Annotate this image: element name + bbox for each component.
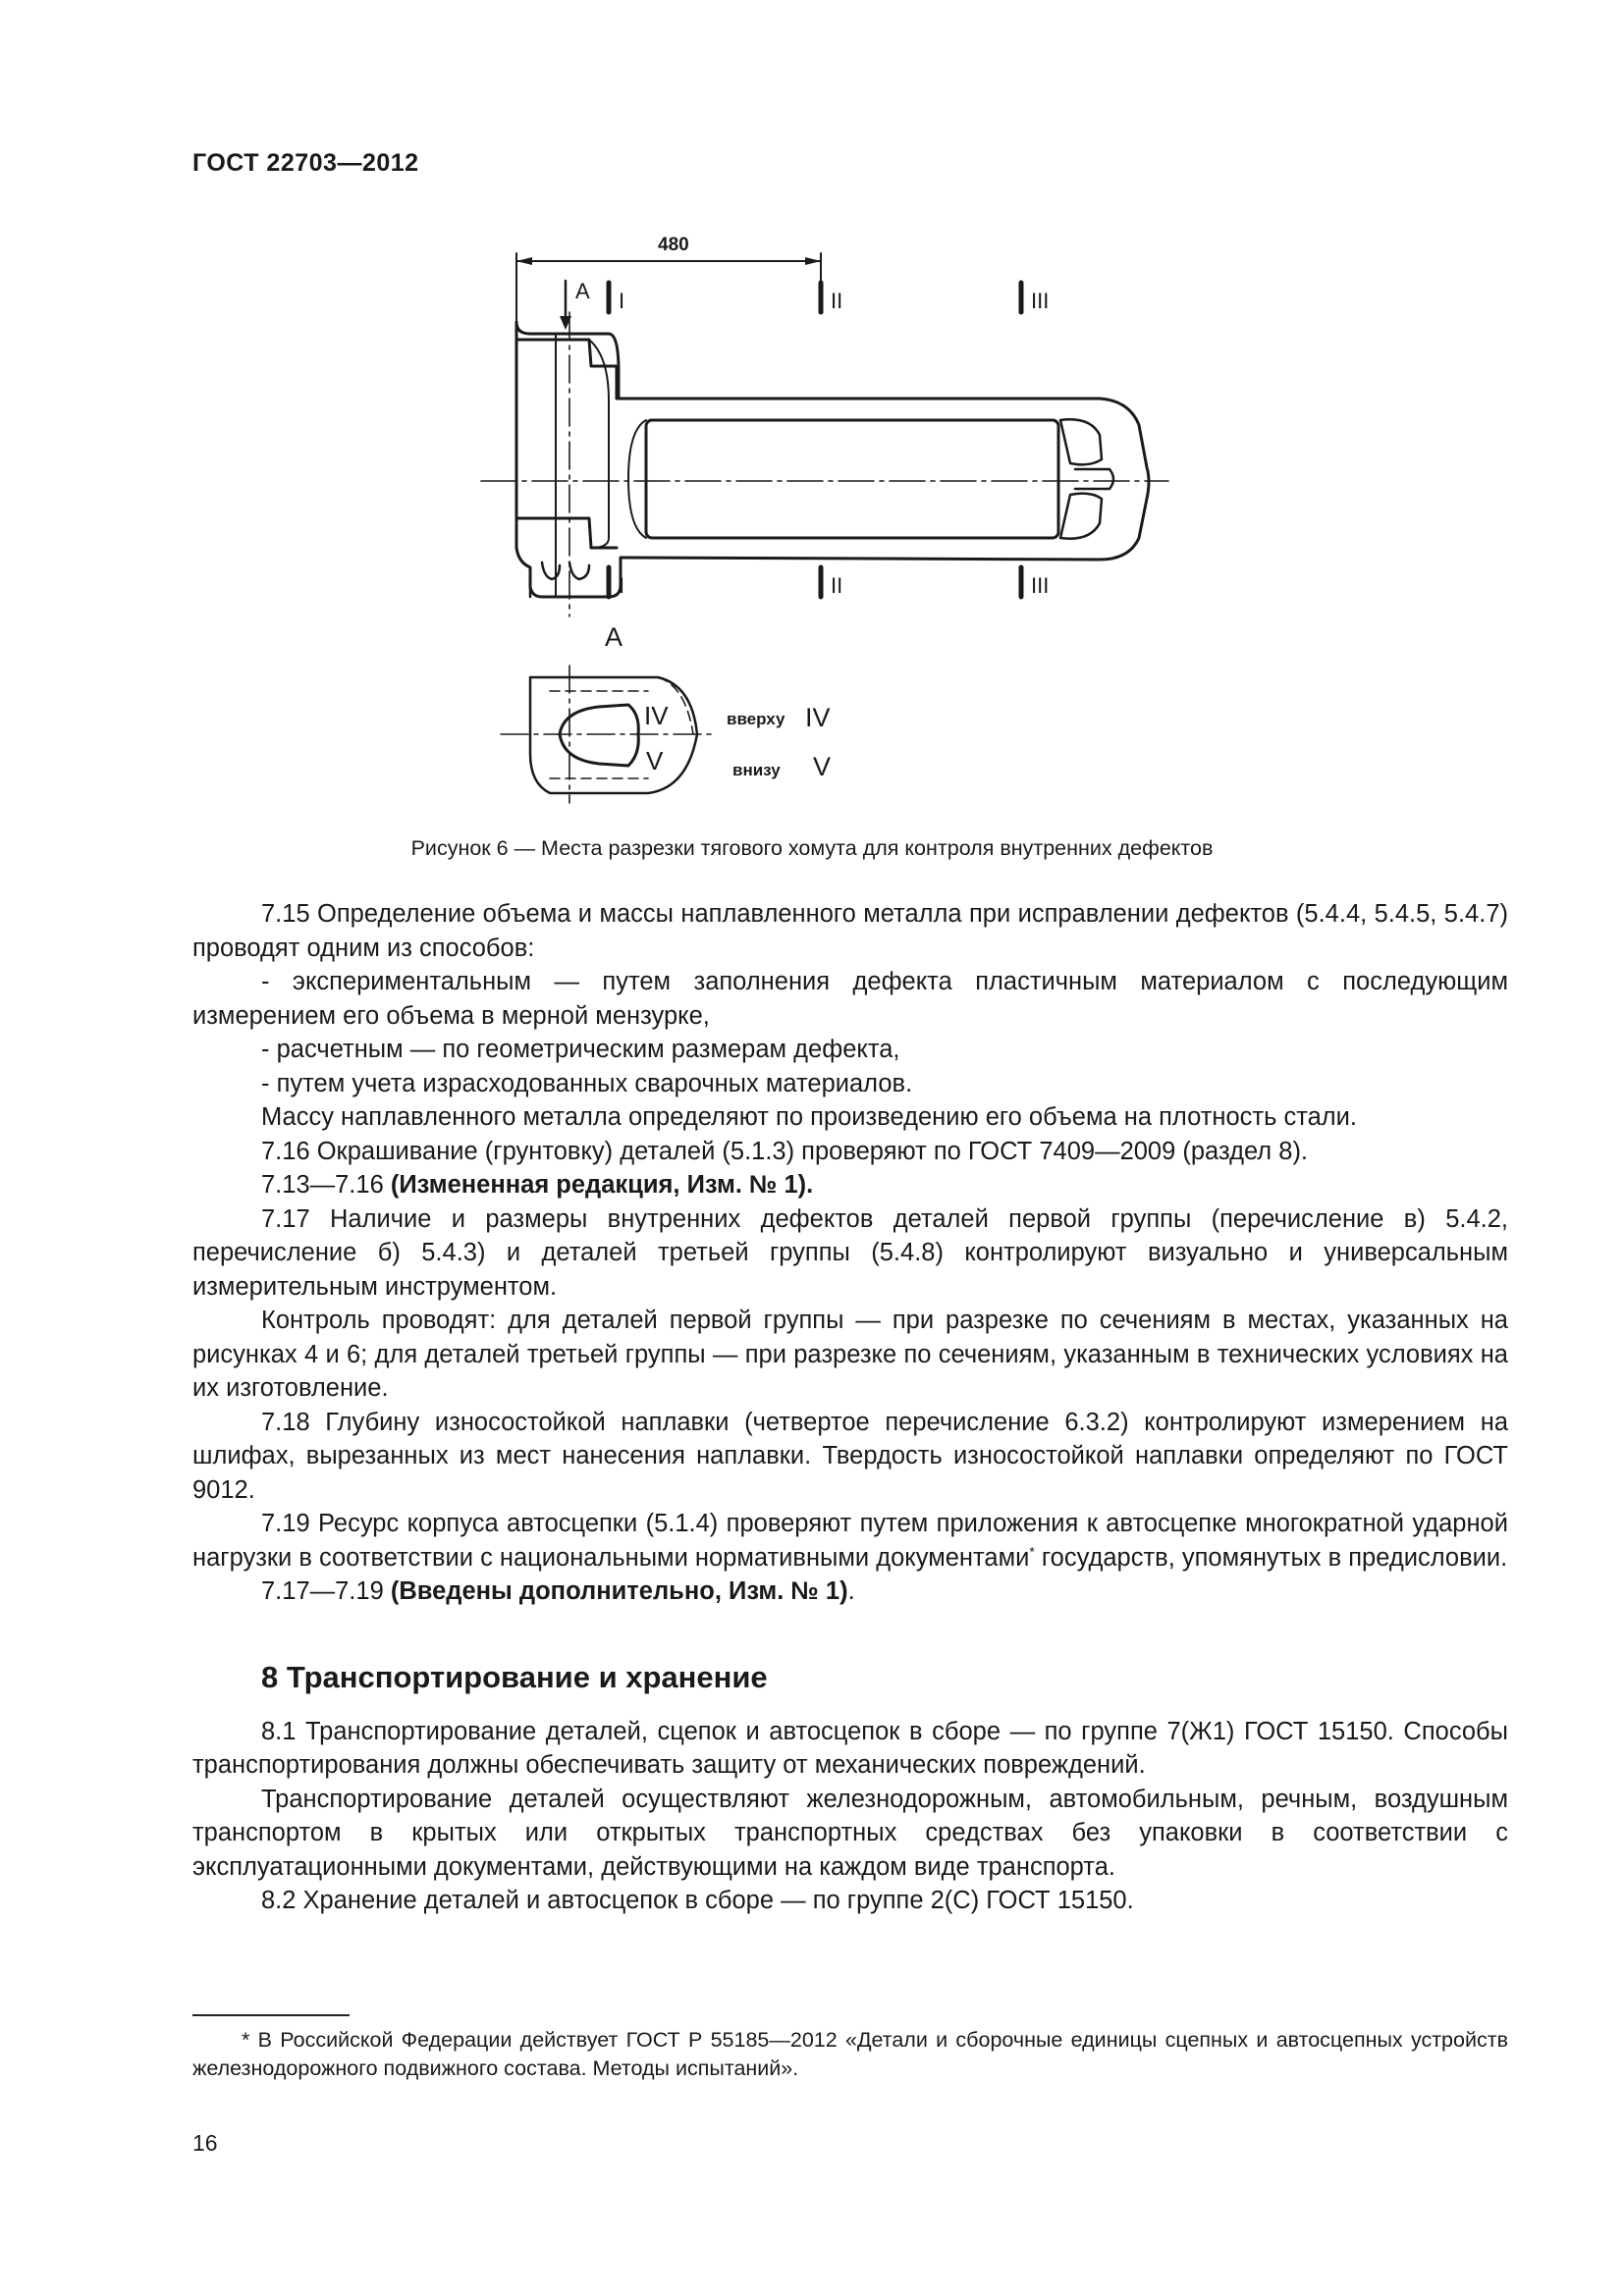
top-note-text: вверху (727, 710, 785, 728)
paragraph: 8.1 Транспортирование деталей, сцепок и автосцепок в сборе — по группе 7(Ж1) ГОСТ 15150. Способы транспортирования должны обеспечивать защиту от механических повреждений. (192, 1717, 1508, 1779)
figure-6-drawing (461, 224, 1247, 832)
document-header: ГОСТ 22703—2012 (192, 149, 419, 177)
bottom-note-num: V (813, 752, 832, 781)
footnote: * В Российской Федерации действует ГОСТ Р 55185—2012 «Детали и сборочные единицы сцепных и автосцепных устройств железнодорожного подвижного состава. Методы испытаний». (192, 2028, 1508, 2080)
paragraph-text: . (847, 1577, 855, 1605)
bottom-note-text: внизу (732, 761, 781, 779)
section-ii-bottom: II (831, 573, 843, 598)
paragraph: 7.15 Определение объема и массы наплавленного металла при исправлении дефектов (5.4.4, 5.4.5, 5.4.7) проводят одним из способов: (192, 900, 1508, 962)
paragraph: - путем учета израсходованных сварочных материалов. (261, 1069, 913, 1097)
paragraph: - экспериментальным — путем заполнения дефекта пластичным материалом с последующим измерением его объема в мерной мензурке, (192, 968, 1508, 1030)
paragraph (192, 1507, 1508, 1575)
paragraph: 7.18 Глубину износостойкой наплавки (четвертое перечисление 6.3.2) контролируют измерением на шлифах, вырезанных из мест нанесения наплавки. Твердость износостойкой наплавки определяют по ГОСТ 9012. (192, 1408, 1508, 1504)
paragraph-text: 7.13—7.16 (261, 1171, 391, 1199)
section-iii-bottom: III (1031, 573, 1050, 598)
section-i-top: I (619, 289, 625, 313)
amendment-note: (Измененная редакция, Изм. № 1). (390, 1171, 814, 1199)
top-note-num: IV (805, 703, 831, 732)
figure-caption: Рисунок 6 — Места разрезки тягового хомута для контроля внутренних дефектов (410, 836, 1214, 860)
mark-iv: IV (644, 701, 669, 730)
paragraph: Массу наплавленного металла определяют по произведению его объема на плотность стали. (261, 1103, 1357, 1131)
paragraph-text: государств, упомянутых в предисловии. (1034, 1543, 1508, 1572)
section-i-bottom: I (619, 573, 625, 598)
section-heading: 8 Транспортирование и хранение (261, 1659, 768, 1694)
amendment-note: (Введены дополнительно, Изм. № 1) (390, 1577, 848, 1605)
footnote-divider (192, 2014, 350, 2016)
paragraph (192, 1168, 1508, 1202)
paragraph: 7.17 Наличие и размеры внутренних дефектов деталей первой группы (перечисление в) 5.4.2, перечисление б) 5.4.3) и деталей третьей группы (5.4.8) контролируют визуально и универсальным измерительным инструментом. (192, 1204, 1508, 1301)
paragraph: 8.2 Хранение деталей и автосцепок в сборе — по группе 2(С) ГОСТ 15150. (261, 1887, 1134, 1914)
section-ii-top: II (831, 289, 843, 313)
section-iii-top: III (1031, 289, 1050, 313)
footnote-marker: * (1029, 1543, 1035, 1559)
paragraph-text: 7.17—7.19 (261, 1577, 391, 1605)
view-a-title: A (605, 622, 623, 652)
paragraph (192, 1575, 1508, 1609)
paragraph: Транспортирование деталей осуществляют железнодорожным, автомобильным, речным, воздушным транспортом в крытых или открытых транспортных средствах без упаковки в соответствии с эксплуатационными документами, действующими на каждом виде транспорта. (192, 1785, 1508, 1881)
view-arrow-label: A (575, 279, 590, 303)
page-number: 16 (192, 2130, 218, 2156)
dimension-label: 480 (658, 235, 689, 255)
mark-v: V (646, 746, 664, 775)
paragraph-text: 7.19 Ресурс корпуса автосцепки (5.1.4) проверяют путем приложения к автосцепке многократной ударной нагрузки в соответствии с национальными нормативными документами (192, 1510, 1508, 1572)
document-body (192, 897, 1508, 1918)
paragraph: 7.16 Окрашивание (грунтовку) деталей (5.1.3) проверяют по ГОСТ 7409—2009 (раздел 8). (261, 1137, 1309, 1165)
paragraph: - расчетным — по геометрическим размерам дефекта, (261, 1036, 900, 1063)
paragraph: Контроль проводят: для деталей первой группы — при разрезке по сечениям в местах, указанных на рисунках 4 и 6; для деталей третьей группы — при разрезке по сечениям, указанным в технических условиях на их изготовление. (192, 1307, 1508, 1402)
